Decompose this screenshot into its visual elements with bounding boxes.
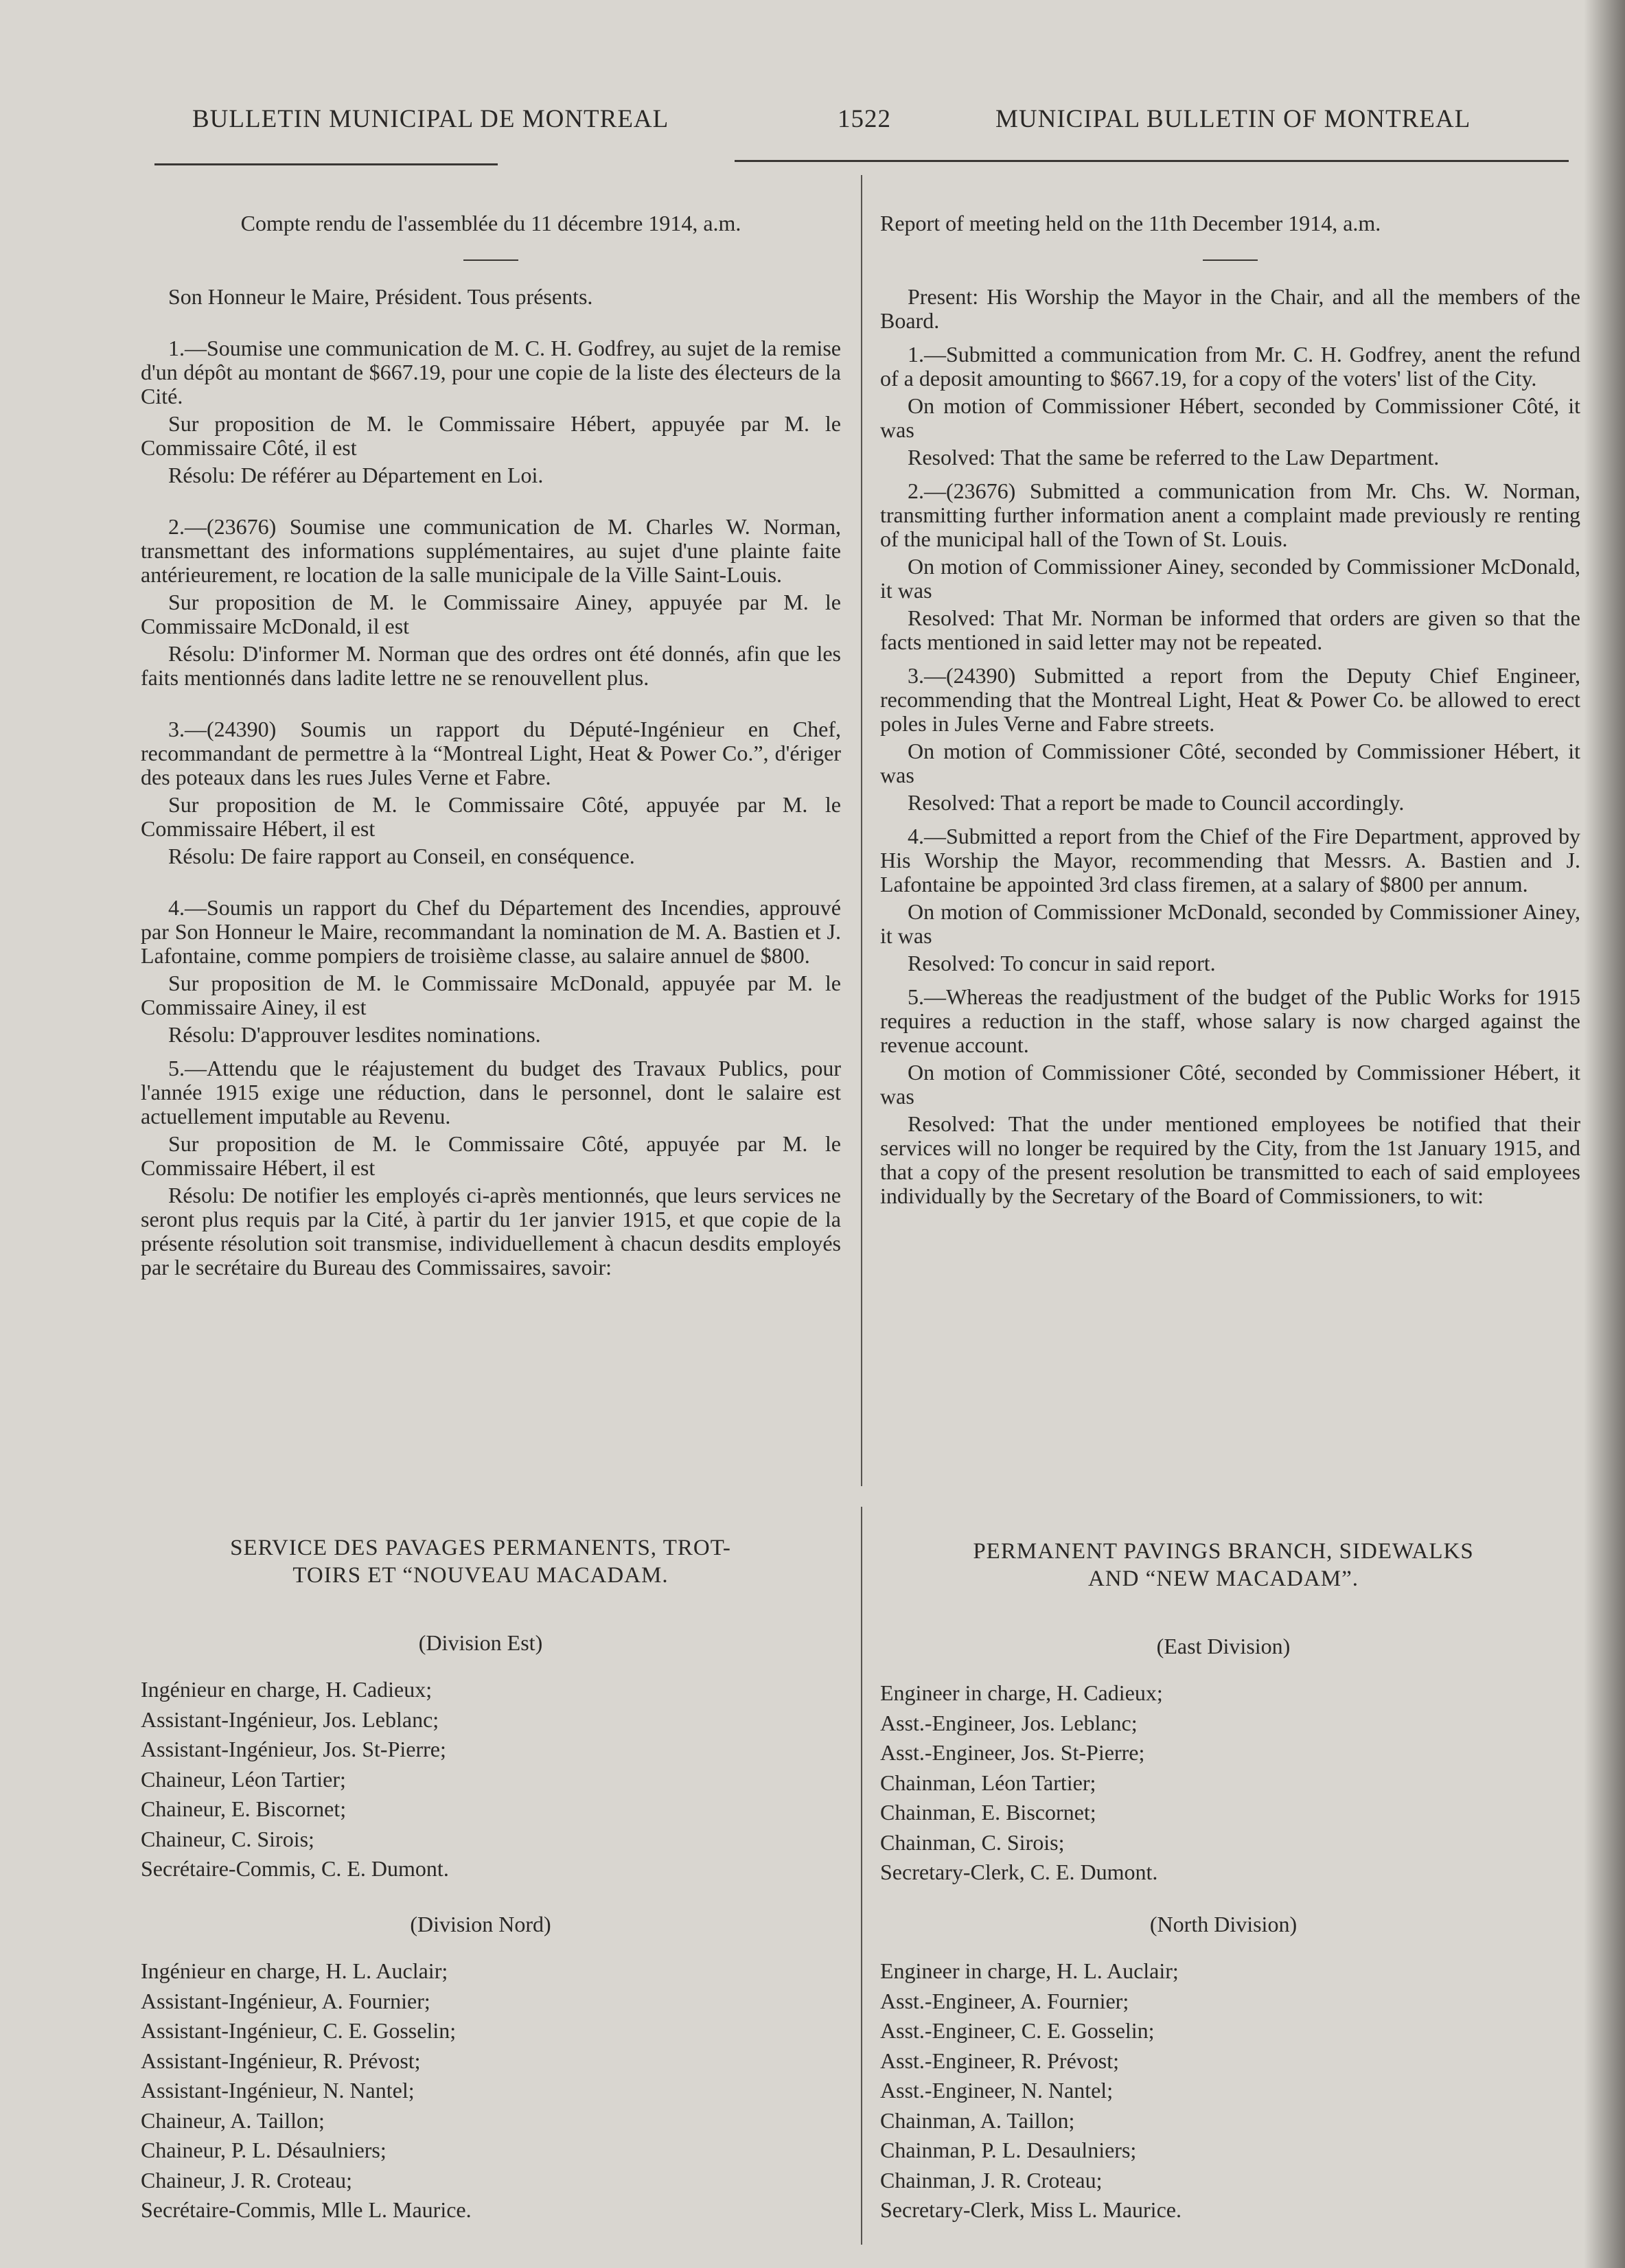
page-number: 1522 — [838, 105, 891, 133]
staff-entry: Secretary-Clerk, Miss L. Maurice. — [880, 2197, 1182, 2222]
header-english-title: MUNICIPAL BULLETIN OF MONTREAL — [995, 105, 1471, 133]
english-item-5-motion: On motion of Commissioner Côté, seconded by Commissioner Hébert, it was — [880, 1060, 1580, 1109]
english-item-1: 1.—Submitted a communication from Mr. C. H. Godfrey, anent the refund of a deposit amounting to $667.19, for a copy of the voters' list of the City. — [880, 342, 1580, 391]
staff-entry: Chaineur, P. L. Désaulniers; — [141, 2138, 387, 2162]
english-section-title-line-2: AND “NEW MACADAM”. — [1087, 1566, 1359, 1591]
french-north-staff-list — [141, 1956, 472, 2225]
french-item-3: 3.—(24390) Soumis un rapport du Député-Ingénieur en Chef, recommandant de permettre à la “Montreal Light, Heat & Power Co.”, d'ériger des poteaux dans les rues Jules Verne et Fabre. — [141, 717, 841, 789]
english-section-title-line-1: PERMANENT PAVINGS BRANCH, SIDEWALKS — [973, 1539, 1474, 1564]
english-item-3: 3.—(24390) Submitted a report from the Deputy Chief Engineer, recommending that the Montreal Light, Heat & Power Co. be allowed to erect poles in Jules Verne and Fabre streets. — [880, 663, 1580, 736]
staff-entry: Assistant-Ingénieur, Jos. Leblanc; — [141, 1706, 439, 1732]
french-item-2-resolution: Résolu: D'informer M. Norman que des ordres ont été donnés, afin que les faits mentionnés dans ladite lettre ne se renouvellent plus. — [141, 641, 841, 690]
french-present: Son Honneur le Maire, Président. Tous présents. — [168, 284, 593, 309]
staff-entry: Chaineur, C. Sirois; — [141, 1826, 314, 1851]
french-item-2: 2.—(23676) Soumise une communication de M. Charles W. Norman, transmettant des informations supplémentaires, au sujet d'une plainte faite antérieurement, re location de la salle municipale de la Ville Saint-Louis. — [141, 514, 841, 587]
staff-entry: Asst.-Engineer, R. Prévost; — [880, 2048, 1120, 2073]
french-item-5-motion: Sur proposition de M. le Commissaire Côté, appuyée par M. le Commissaire Hébert, il est — [141, 1131, 841, 1180]
english-item-3-motion: On motion of Commissioner Côté, seconded by Commissioner Hébert, it was — [880, 739, 1580, 787]
english-item-2: 2.—(23676) Submitted a communication from Mr. Chs. W. Norman, transmitting further information anent a complaint made previously re renting of the municipal hall of the Town of St. Louis. — [880, 478, 1580, 551]
staff-entry: Asst.-Engineer, Jos. Leblanc; — [880, 1710, 1138, 1735]
staff-entry: Chainman, J. R. Croteau; — [880, 2167, 1103, 2192]
french-meeting-title: Compte rendu de l'assemblée du 11 décembre 1914, a.m. — [240, 211, 741, 235]
french-section-title — [137, 1534, 824, 1589]
staff-entry: Chainman, Léon Tartier; — [880, 1770, 1096, 1795]
english-section-title — [880, 1538, 1567, 1593]
english-column — [880, 211, 1580, 1208]
french-item-1: 1.—Soumise une communication de M. C. H. Godfrey, au sujet de la remise d'un dépôt au montant de $667.19, pour une copie de la liste des électeurs de la Cité. — [141, 336, 841, 408]
english-item-1-motion: On motion of Commissioner Hébert, seconded by Commissioner Côté, it was — [880, 393, 1580, 442]
french-section-title-line-2: TOIRS ET “NOUVEAU MACADAM. — [292, 1563, 669, 1588]
french-east-staff-list — [141, 1675, 449, 1884]
staff-entry: Chaineur, J. R. Croteau; — [141, 2167, 352, 2192]
english-item-2-resolution: Resolved: That Mr. Norman be informed that orders are given so that the facts mentioned in said letter may not be repeated. — [880, 605, 1580, 654]
english-east-staff-list — [880, 1678, 1163, 1888]
staff-entry: Chaineur, E. Biscornet; — [141, 1796, 347, 1821]
english-item-5-resolution: Resolved: That the under mentioned employees be notified that their services will no longer be required by the City, from the 1st January 1915, and that a copy of the present resolution be transmitted to each of said employees individually by the Secretary of the Board of Commissioners, to wit: — [880, 1111, 1580, 1208]
staff-entry: Asst.-Engineer, C. E. Gosselin; — [880, 2018, 1155, 2043]
french-item-2-motion: Sur proposition de M. le Commissaire Ainey, appuyée par M. le Commissaire McDonald, il est — [141, 590, 841, 638]
french-item-3-resolution: Résolu: De faire rapport au Conseil, en conséquence. — [168, 844, 635, 868]
english-meeting-title: Report of meeting held on the 11th December 1914, a.m. — [880, 211, 1381, 235]
french-item-3-motion: Sur proposition de M. le Commissaire Côté, appuyée par M. le Commissaire Hébert, il est — [141, 792, 841, 841]
staff-entry: Chainman, A. Taillon; — [880, 2107, 1075, 2133]
column-divider-top — [861, 175, 862, 1486]
staff-entry: Secretary-Clerk, C. E. Dumont. — [880, 1860, 1158, 1884]
french-item-4-motion: Sur proposition de M. le Commissaire McDonald, appuyée par M. le Commissaire Ainey, il est — [141, 971, 841, 1019]
french-column — [141, 211, 841, 1280]
staff-entry: Assistant-Ingénieur, C. E. Gosselin; — [141, 2018, 457, 2043]
english-item-4-resolution: Resolved: To concur in said report. — [908, 951, 1216, 975]
staff-entry: Assistant-Ingénieur, N. Nantel; — [141, 2078, 415, 2103]
french-item-1-resolution: Résolu: De référer au Département en Loi. — [168, 463, 544, 487]
header-french-title: BULLETIN MUNICIPAL DE MONTREAL — [192, 105, 669, 133]
header-rule-left — [154, 163, 498, 165]
english-item-4: 4.—Submitted a report from the Chief of the Fire Department, approved by His Worship the Mayor, recommending that Messrs. A. Bastien and J. Lafontaine be appointed 3rd class firemen, at a salary of $800 per annum. — [880, 824, 1580, 896]
french-north-division-title: (Division Nord) — [410, 1912, 551, 1936]
english-item-3-resolution: Resolved: That a report be made to Council accordingly. — [908, 790, 1405, 815]
english-item-1-resolution: Resolved: That the same be referred to the Law Department. — [908, 445, 1440, 470]
french-item-4-resolution: Résolu: D'approuver lesdites nominations. — [168, 1022, 541, 1047]
french-item-5-resolution: Résolu: De notifier les employés ci-après mentionnés, que leurs services ne seront plus requis par la Cité, à partir du 1er janvier 1915, et que copie de la présente résolution soit transmise, individuellement à chacun desdits employés par le secrétaire du Bureau des Commissaires, savoir: — [141, 1183, 841, 1280]
staff-entry: Assistant-Ingénieur, A. Fournier; — [141, 1988, 430, 2013]
staff-entry: Secrétaire-Commis, C. E. Dumont. — [141, 1856, 449, 1881]
english-item-5: 5.—Whereas the readjustment of the budget of the Public Works for 1915 requires a reduction in the staff, whose salary is now charged against the revenue account. — [880, 984, 1580, 1057]
staff-entry: Chainman, C. Sirois; — [880, 1829, 1065, 1855]
english-north-division-title: (North Division) — [1149, 1912, 1298, 1936]
english-title-dash — [1203, 259, 1258, 261]
french-title-dash — [463, 259, 518, 261]
english-item-4-motion: On motion of Commissioner McDonald, seconded by Commissioner Ainey, it was — [880, 899, 1580, 948]
french-item-4: 4.—Soumis un rapport du Chef du Département des Incendies, approuvé par Son Honneur le Maire, recommandant la nomination de M. A. Bastien et J. Lafontaine, comme pompiers de troisième classe, au salaire annuel de $800. — [141, 895, 841, 968]
staff-entry: Asst.-Engineer, N. Nantel; — [880, 2078, 1114, 2103]
page-edge-shadow — [1584, 0, 1625, 2268]
french-item-5: 5.—Attendu que le réajustement du budget des Travaux Publics, pour l'année 1915 exige une réduction, dans le personnel, dont le salaire est actuellement imputable au Revenu. — [141, 1056, 841, 1129]
staff-entry: Chainman, P. L. Desaulniers; — [880, 2138, 1137, 2162]
staff-entry: Ingénieur en charge, H. L. Auclair; — [141, 1958, 448, 1983]
french-section-title-line-1: SERVICE DES PAVAGES PERMANENTS, TROT- — [230, 1536, 731, 1560]
english-east-division-title: (East Division) — [1156, 1634, 1291, 1658]
staff-entry: Asst.-Engineer, Jos. St-Pierre; — [880, 1740, 1145, 1765]
header-rule-right — [735, 160, 1569, 162]
english-north-staff-list — [880, 1956, 1182, 2225]
staff-entry: Engineer in charge, H. Cadieux; — [880, 1680, 1163, 1705]
french-east-division-title: (Division Est) — [418, 1630, 543, 1655]
staff-entry: Asst.-Engineer, A. Fournier; — [880, 1988, 1129, 2013]
french-item-1-motion: Sur proposition de M. le Commissaire Hébert, appuyée par M. le Commissaire Côté, il est — [141, 411, 841, 460]
english-present: Present: His Worship the Mayor in the Chair, and all the members of the Board. — [880, 284, 1580, 333]
staff-entry: Assistant-Ingénieur, R. Prévost; — [141, 2048, 421, 2073]
staff-entry: Assistant-Ingénieur, Jos. St-Pierre; — [141, 1737, 446, 1761]
staff-entry: Chaineur, A. Taillon; — [141, 2107, 325, 2133]
staff-entry: Chaineur, Léon Tartier; — [141, 1766, 346, 1792]
english-item-2-motion: On motion of Commissioner Ainey, seconded by Commissioner McDonald, it was — [880, 554, 1580, 603]
staff-entry: Engineer in charge, H. L. Auclair; — [880, 1958, 1179, 1983]
staff-entry: Secrétaire-Commis, Mlle L. Maurice. — [141, 2197, 472, 2222]
staff-entry: Chainman, E. Biscornet; — [880, 1800, 1096, 1825]
column-divider-bottom — [861, 1507, 862, 2245]
staff-entry: Ingénieur en charge, H. Cadieux; — [141, 1677, 433, 1702]
